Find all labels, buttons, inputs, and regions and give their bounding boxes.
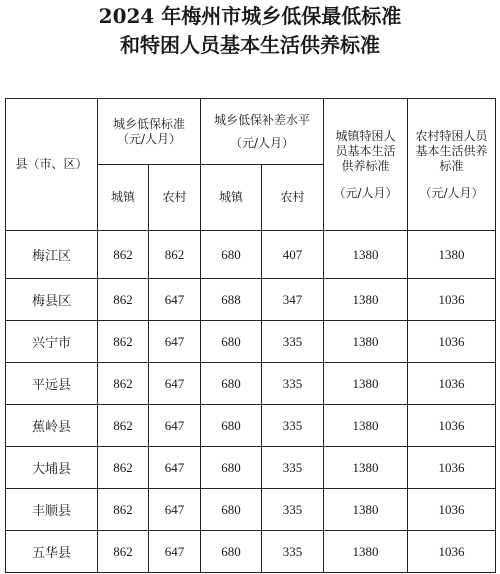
subsidy-urban-cell: 680 bbox=[201, 447, 262, 489]
subsidy-rural-cell: 335 bbox=[262, 531, 324, 573]
subsidy-rural-cell: 347 bbox=[262, 279, 324, 321]
tekun-urban-cell: 1380 bbox=[324, 447, 408, 489]
table-row bbox=[6, 447, 496, 489]
subsidy-urban-cell: 680 bbox=[201, 363, 262, 405]
table-row bbox=[6, 405, 496, 447]
standard-rural-cell: 647 bbox=[149, 405, 201, 447]
county-cell: 大埔县 bbox=[6, 447, 98, 489]
standard-urban-cell: 862 bbox=[98, 363, 149, 405]
subsidy-rural-cell: 335 bbox=[262, 489, 324, 531]
standard-urban-cell: 862 bbox=[98, 231, 149, 279]
header-standard-rural: 农村 bbox=[149, 165, 201, 231]
subsidy-urban-cell: 680 bbox=[201, 531, 262, 573]
standard-rural-cell: 647 bbox=[149, 489, 201, 531]
table-row bbox=[6, 279, 496, 321]
table-row bbox=[6, 489, 496, 531]
standard-urban-cell: 862 bbox=[98, 447, 149, 489]
header-standard-group: 城乡低保标准 （元/人月） bbox=[98, 99, 201, 165]
standard-rural-cell: 647 bbox=[149, 531, 201, 573]
tekun-rural-cell: 1036 bbox=[408, 321, 496, 363]
standard-rural-cell: 647 bbox=[149, 279, 201, 321]
tekun-urban-cell: 1380 bbox=[324, 321, 408, 363]
county-cell: 平远县 bbox=[6, 363, 98, 405]
subsidy-rural-cell: 407 bbox=[262, 231, 324, 279]
standard-rural-cell: 647 bbox=[149, 447, 201, 489]
subsidy-rural-cell: 335 bbox=[262, 321, 324, 363]
subsidy-urban-cell: 680 bbox=[201, 405, 262, 447]
subsidy-urban-cell: 680 bbox=[201, 231, 262, 279]
header-subsidy-rural: 农村 bbox=[262, 165, 324, 231]
tekun-urban-cell: 1380 bbox=[324, 363, 408, 405]
title-line-1: 2024 年梅州市城乡低保最低标准 bbox=[98, 4, 402, 28]
county-cell: 丰顺县 bbox=[6, 489, 98, 531]
tekun-urban-cell: 1380 bbox=[324, 405, 408, 447]
tekun-rural-cell: 1036 bbox=[408, 489, 496, 531]
standard-urban-cell: 862 bbox=[98, 405, 149, 447]
county-cell: 梅江区 bbox=[6, 231, 98, 279]
subsidy-rural-cell: 335 bbox=[262, 447, 324, 489]
subsidy-urban-cell: 680 bbox=[201, 321, 262, 363]
county-cell: 兴宁市 bbox=[6, 321, 98, 363]
table-row bbox=[6, 363, 496, 405]
tekun-rural-cell: 1036 bbox=[408, 363, 496, 405]
standard-urban-cell: 862 bbox=[98, 489, 149, 531]
header-subsidy-group: 城乡低保补差水平 （元/人月） bbox=[201, 99, 324, 165]
header-county: 县（市、区） bbox=[6, 99, 98, 231]
tekun-rural-cell: 1036 bbox=[408, 405, 496, 447]
county-cell: 五华县 bbox=[6, 531, 98, 573]
tekun-urban-cell: 1380 bbox=[324, 531, 408, 573]
tekun-rural-cell: 1380 bbox=[408, 231, 496, 279]
table-row bbox=[6, 231, 496, 279]
subsidy-rural-cell: 335 bbox=[262, 363, 324, 405]
tekun-urban-cell: 1380 bbox=[324, 489, 408, 531]
tekun-urban-cell: 1380 bbox=[324, 279, 408, 321]
subsidy-rural-cell: 335 bbox=[262, 405, 324, 447]
header-rural-tekun: 农村特困人员 基本生活供养 标准 （元/人月） bbox=[408, 99, 496, 231]
tekun-rural-cell: 1036 bbox=[408, 447, 496, 489]
subsidy-urban-cell: 680 bbox=[201, 489, 262, 531]
standard-urban-cell: 862 bbox=[98, 321, 149, 363]
tekun-rural-cell: 1036 bbox=[408, 279, 496, 321]
table-row bbox=[6, 531, 496, 573]
header-standard-urban: 城镇 bbox=[98, 165, 149, 231]
header-subsidy-urban: 城镇 bbox=[201, 165, 262, 231]
standards-table bbox=[5, 98, 496, 573]
county-cell: 梅县区 bbox=[6, 279, 98, 321]
standard-urban-cell: 862 bbox=[98, 279, 149, 321]
standard-rural-cell: 647 bbox=[149, 321, 201, 363]
header-urban-tekun: 城镇特困人 员基本生活 供养标准 （元/人月） bbox=[324, 99, 408, 231]
tekun-urban-cell: 1380 bbox=[324, 231, 408, 279]
title-line-2: 和特困人员基本生活供养标准 bbox=[120, 33, 380, 57]
standard-rural-cell: 647 bbox=[149, 363, 201, 405]
subsidy-urban-cell: 688 bbox=[201, 279, 262, 321]
county-cell: 蕉岭县 bbox=[6, 405, 98, 447]
standard-rural-cell: 862 bbox=[149, 231, 201, 279]
table-row bbox=[6, 321, 496, 363]
standard-urban-cell: 862 bbox=[98, 531, 149, 573]
tekun-rural-cell: 1036 bbox=[408, 531, 496, 573]
